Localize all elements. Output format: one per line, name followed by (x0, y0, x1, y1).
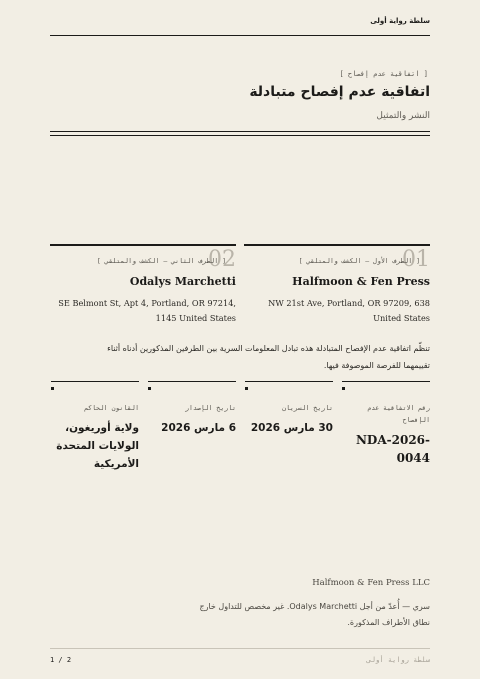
document-title: اتفاقية عدم إفصاح متبادلة (249, 84, 430, 100)
meta-label: رقم الاتفاقية عدم الإفصاح (367, 404, 430, 424)
square-marker-icon (245, 387, 248, 390)
title-double-rule (50, 131, 430, 136)
meta-governing-law (51, 381, 139, 473)
meta-rule (51, 381, 139, 394)
footer-rule (50, 648, 430, 649)
party-role: [ الطرف الثاني — الكشف والمتلقي ] (96, 257, 226, 265)
meta-value: ولاية أوريغون، الولايات المتحدة الأمريكية (56, 422, 139, 470)
party-address: NW 21st Ave, Portland, OR 97209, 638 United States (268, 298, 430, 323)
meta-rule (245, 381, 333, 394)
meta-value: 30 مارس 2026 (250, 422, 333, 434)
party-number: 01 (402, 247, 430, 272)
meta-effective-date (245, 381, 333, 437)
document-type-label: [ اتفاقية عدم إفصاح ] (339, 70, 428, 78)
party-first (244, 244, 430, 323)
header-brand: سلطة رواية أولى (370, 17, 430, 25)
party-address: SE Belmont St, Apt 4, Portland, OR 97214, 1145 United States (58, 298, 236, 323)
meta-label: تاريخ السريان (282, 404, 333, 412)
purpose-paragraph: تنظّم اتفاقية عدم الإفصاح المتبادلة هذه تبادل المعلومات السرية بين الطرفين المذكورين أدناه أثناء تقييمهما للفرصة الموصوفة فيها. (107, 344, 430, 370)
company-name: Halfmoon & Fen Press LLC (312, 578, 430, 588)
meta-label: تاريخ الإصدار (185, 404, 236, 412)
square-marker-icon (148, 387, 151, 390)
meta-issue-date (148, 381, 236, 437)
square-marker-icon (342, 387, 345, 390)
meta-agreement-number (342, 381, 430, 467)
confidentiality-notice: سري — أُعدّ من أجل Odalys Marchetti. غير مخصص للتداول خارج نطاق الأطراف المذكورة. (199, 602, 430, 627)
meta-value: 6 مارس 2026 (161, 422, 236, 434)
header-rule (50, 35, 430, 36)
square-marker-icon (51, 387, 54, 390)
meta-value: NDA-2026-0044 (355, 433, 430, 465)
party-name: Odalys Marchetti (129, 275, 236, 288)
party-number: 02 (208, 247, 236, 272)
document-subtitle: النشر والتمثيل (376, 111, 430, 121)
party-role: [ الطرف الأول — الكشف والمتلقي ] (298, 257, 420, 265)
page-number: 1 / 2 (50, 656, 72, 664)
meta-rule (148, 381, 236, 394)
party-name: Halfmoon & Fen Press (292, 275, 430, 288)
party-second (50, 244, 236, 323)
meta-rule (342, 381, 430, 394)
meta-label: القانون الحاكم (84, 404, 139, 412)
footer-brand: سلطة رواية أولى (366, 656, 430, 664)
